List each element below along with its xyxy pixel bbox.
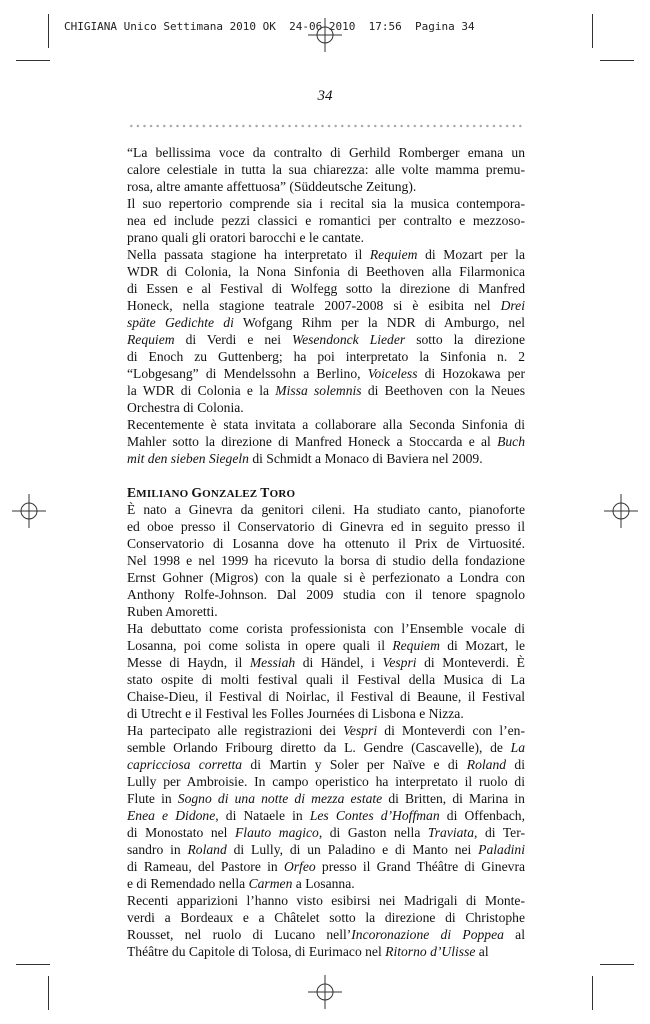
- text-line: [127, 535, 525, 552]
- text-line: [127, 433, 525, 450]
- text-run: di Rameau, del Pastore in: [127, 859, 284, 874]
- text-line: [127, 331, 525, 348]
- text-run: e di Remendado nella: [127, 876, 249, 891]
- italic-title: Traviata: [427, 825, 474, 840]
- text-line: [127, 722, 525, 739]
- text-run: Lully per Ambroisie. In campo operistico ha interpretato il ruolo di: [127, 774, 525, 789]
- text-line: [127, 314, 525, 331]
- dotted-rule: [128, 124, 524, 128]
- text-run: Recenti apparizioni l’hanno visto esibirsi nei Madrigali di Monte-: [127, 893, 525, 908]
- performer-name: [127, 484, 525, 501]
- text-run: Mahler sotto la direzione di Manfred Honeck a Stoccarda e al: [127, 434, 498, 449]
- name-initial: G: [191, 485, 203, 500]
- text-run: Wofgang Rihm per la NDR di Amburgo, nel: [233, 315, 525, 330]
- text-run: Honeck, nella stagione teatrale 2007-2008 si è esibita nel: [127, 298, 501, 313]
- text-run: “La bellissima voce da contralto di Gerhild Romberger emana un: [127, 145, 525, 160]
- text-run: , di Nataele in: [215, 808, 310, 823]
- text-run: a Losanna.: [292, 876, 355, 891]
- italic-title: capricciosa corretta: [127, 757, 243, 772]
- italic-title: Missa solemnis: [275, 383, 362, 398]
- italic-title: späte Gedichte di: [127, 315, 234, 330]
- text-run: sotto la direzione: [405, 332, 525, 347]
- crop-mark-bottom-left-v: [48, 976, 49, 1010]
- text-line: [127, 807, 525, 824]
- crop-mark-bottom-left-h: [16, 964, 50, 965]
- text-run: Ruben Amoretti.: [127, 604, 218, 619]
- text-run: Rousset, nel ruolo di Lucano nell’: [127, 927, 352, 942]
- italic-title: Roland: [466, 757, 507, 772]
- section-gap: [127, 467, 525, 484]
- text-line: [127, 178, 525, 195]
- text-run: Messe di Haydn, il: [127, 655, 250, 670]
- registration-mark-left: [12, 494, 46, 528]
- body-text: [127, 144, 525, 960]
- text-run: di Utrecht e il Festival les Folles Journées di Lisbona e Nizza.: [127, 706, 464, 721]
- text-run: di Beethoven con la Neues: [361, 383, 525, 398]
- text-run: Ha debuttato come corista professionista con l’Ensemble vocale di: [127, 621, 525, 636]
- text-line: [127, 654, 525, 671]
- italic-title: Flauto magico: [234, 825, 319, 840]
- italic-title: Drei: [500, 298, 525, 313]
- text-line: [127, 705, 525, 722]
- text-line: [127, 671, 525, 688]
- text-line: [127, 297, 525, 314]
- text-run: calore celestiale in tutta la sua chiarezza: alle volte mamma premu-: [127, 162, 525, 177]
- italic-title: Carmen: [248, 876, 293, 891]
- text-run: Losanna, poi come solista in opere quali il: [127, 638, 393, 653]
- text-line: [127, 824, 525, 841]
- text-line: [127, 501, 525, 518]
- text-run: di Britten, di Marina in: [382, 791, 525, 806]
- text-line: [127, 790, 525, 807]
- text-line: [127, 926, 525, 943]
- italic-title: Vespri: [343, 723, 378, 738]
- bio-gonzalez-toro: [127, 501, 525, 960]
- italic-title: Sogno di una notte di mezza estate: [177, 791, 383, 806]
- text-run: Nella passata stagione ha interpretato il: [127, 247, 370, 262]
- text-line: [127, 909, 525, 926]
- text-line: [127, 263, 525, 280]
- bio-romberger: [127, 144, 525, 467]
- text-run: Anthony Rolfe-Johnson. Dal 2009 studia con il tenore spagnolo: [127, 587, 525, 602]
- text-run: verdi a Bordeaux e a Châtelet sotto la direzione di Christophe: [127, 910, 525, 925]
- text-run: di Offenbach,: [439, 808, 525, 823]
- text-line: [127, 773, 525, 790]
- text-run: di: [506, 757, 525, 772]
- text-line: [127, 365, 525, 382]
- text-line: [127, 586, 525, 603]
- text-run: di Monostato nel: [127, 825, 235, 840]
- text-line: [127, 637, 525, 654]
- italic-title: Requiem: [369, 247, 418, 262]
- italic-title: Incoronazione di Poppea: [351, 927, 504, 942]
- text-line: [127, 144, 525, 161]
- text-run: sandro in: [127, 842, 188, 857]
- crop-mark-bottom-right-v: [592, 976, 593, 1010]
- text-run: di Monteverdi con l’en-: [377, 723, 525, 738]
- text-run: semble Orlando Fribourg diretto da L. Gendre (Cascavelle), de: [127, 740, 511, 755]
- text-run: di Mozart, le: [439, 638, 525, 653]
- text-run: di Schmidt a Monaco di Baviera nel 2009.: [248, 451, 483, 466]
- italic-title: mit den sieben Siegeln: [127, 451, 249, 466]
- text-run: di Enoch zu Guttenberg; ha poi interpretato la Sinfonia n. 2: [127, 349, 525, 364]
- text-run: , di Gaston nella: [318, 825, 428, 840]
- page-number: 34: [317, 88, 333, 104]
- text-line: [127, 688, 525, 705]
- text-line: [127, 892, 525, 909]
- italic-title: Enea e Didone: [127, 808, 216, 823]
- name-rest: ONZALEZ: [202, 488, 258, 500]
- text-run: Ha partecipato alle registrazioni dei: [127, 723, 344, 738]
- text-line: [127, 212, 525, 229]
- registration-mark-right: [604, 494, 638, 528]
- italic-title: Orfeo: [283, 859, 316, 874]
- text-run: “Lobgesang” di Mendelssohn a Berlino,: [127, 366, 368, 381]
- italic-title: Voiceless: [367, 366, 418, 381]
- text-line: [127, 382, 525, 399]
- text-run: Conservatorio di Losanna dove ha ottenuto il Prix de Virtuosité.: [127, 536, 525, 551]
- italic-title: Roland: [187, 842, 227, 857]
- crop-mark-top-left-v: [48, 14, 49, 48]
- text-line: [127, 450, 525, 467]
- name-initial: E: [127, 485, 137, 500]
- text-run: la WDR di Colonia e la: [127, 383, 276, 398]
- text-run: presso il Grand Théâtre di Ginevra: [315, 859, 525, 874]
- italic-title: Ritorno d’Ulisse: [385, 944, 476, 959]
- text-run: al: [475, 944, 489, 959]
- name-rest: ORO: [269, 488, 296, 500]
- text-run: nea ed include pezzi classici e romantici per contralto e mezzoso-: [127, 213, 525, 228]
- text-run: Théâtre du Capitole di Tolosa, di Eurimaco nel: [127, 944, 386, 959]
- text-line: [127, 229, 525, 246]
- text-run: ed oboe presso il Conservatorio di Ginevra ed in seguito presso il: [127, 519, 525, 534]
- text-run: di Martin y Soler per Naïve e di: [242, 757, 467, 772]
- text-line: [127, 943, 525, 960]
- crop-mark-top-left-h: [16, 60, 50, 61]
- text-line: [127, 195, 525, 212]
- text-line: [127, 161, 525, 178]
- text-line: [127, 518, 525, 535]
- crop-mark-top-right-h: [600, 60, 634, 61]
- text-run: di Monteverdi. È: [416, 655, 525, 670]
- text-run: Chaise-Dieu, il Festival di Noirlac, il Festival di Beaune, il Festival: [127, 689, 525, 704]
- text-run: , di Ter-: [474, 825, 525, 840]
- text-line: [127, 416, 525, 433]
- text-run: Flute in: [127, 791, 178, 806]
- text-run: di Lully, di un Paladino e di Manto nei: [226, 842, 479, 857]
- registration-mark-bottom: [308, 975, 342, 1009]
- italic-title: Vespri: [382, 655, 417, 670]
- text-line: [127, 841, 525, 858]
- text-run: Ernst Gohner (Migros) con la quale si è perfezionato a Londra con: [127, 570, 525, 585]
- italic-title: Les Contes d’Hoffman: [309, 808, 440, 823]
- text-run: rosa, altre amante affettuosa” (Süddeutsche Zeitung).: [127, 179, 417, 194]
- text-line: [127, 858, 525, 875]
- text-line: [127, 552, 525, 569]
- text-line: [127, 246, 525, 263]
- name-initial: T: [260, 485, 270, 500]
- text-line: [127, 569, 525, 586]
- registration-mark-top: [308, 18, 342, 52]
- text-line: [127, 348, 525, 365]
- text-run: di Mozart per la: [417, 247, 525, 262]
- text-line: [127, 399, 525, 416]
- text-run: Recentemente è stata invitata a collaborare alla Seconda Sinfonia di: [127, 417, 525, 432]
- italic-title: Requiem: [127, 332, 175, 347]
- text-run: stato ospite di molti festival quali il Festival della Musica di La: [127, 672, 525, 687]
- text-run: Orchestra di Colonia.: [127, 400, 244, 415]
- text-line: [127, 620, 525, 637]
- italic-title: La: [510, 740, 525, 755]
- text-line: [127, 875, 525, 892]
- text-line: [127, 280, 525, 297]
- text-run: di Hozokawa per: [417, 366, 525, 381]
- text-run: al: [503, 927, 525, 942]
- print-slug: CHIGIANA Unico Settimana 2010 OK 24-06-2010 17:56 Pagina 34: [64, 20, 475, 33]
- text-run: di Verdi e nei: [174, 332, 292, 347]
- text-run: Il suo repertorio comprende sia i recital sia la musica contempora-: [127, 196, 525, 211]
- text-line: [127, 603, 525, 620]
- italic-title: Requiem: [392, 638, 440, 653]
- italic-title: Wesendonck Lieder: [292, 332, 406, 347]
- text-run: di Essen e al Festival di Wolfegg sotto la direzione di Manfred: [127, 281, 525, 296]
- crop-mark-bottom-right-h: [600, 964, 634, 965]
- text-run: Nel 1998 e nel 1999 ha ricevuto la borsa di studio della fondazione: [127, 553, 525, 568]
- italic-title: Paladini: [478, 842, 525, 857]
- text-line: [127, 756, 525, 773]
- text-run: prano quali gli oratori barocchi e le cantate.: [127, 230, 365, 245]
- crop-mark-top-right-v: [592, 14, 593, 48]
- text-line: [127, 739, 525, 756]
- italic-title: Buch: [497, 434, 525, 449]
- text-run: È nato a Ginevra da genitori cileni. Ha studiato canto, pianoforte: [127, 502, 525, 517]
- italic-title: Messiah: [249, 655, 296, 670]
- text-run: WDR di Colonia, la Nona Sinfonia di Beethoven alla Filarmonica: [127, 264, 525, 279]
- text-run: di Händel, i: [295, 655, 383, 670]
- name-rest: MILIANO: [136, 488, 189, 500]
